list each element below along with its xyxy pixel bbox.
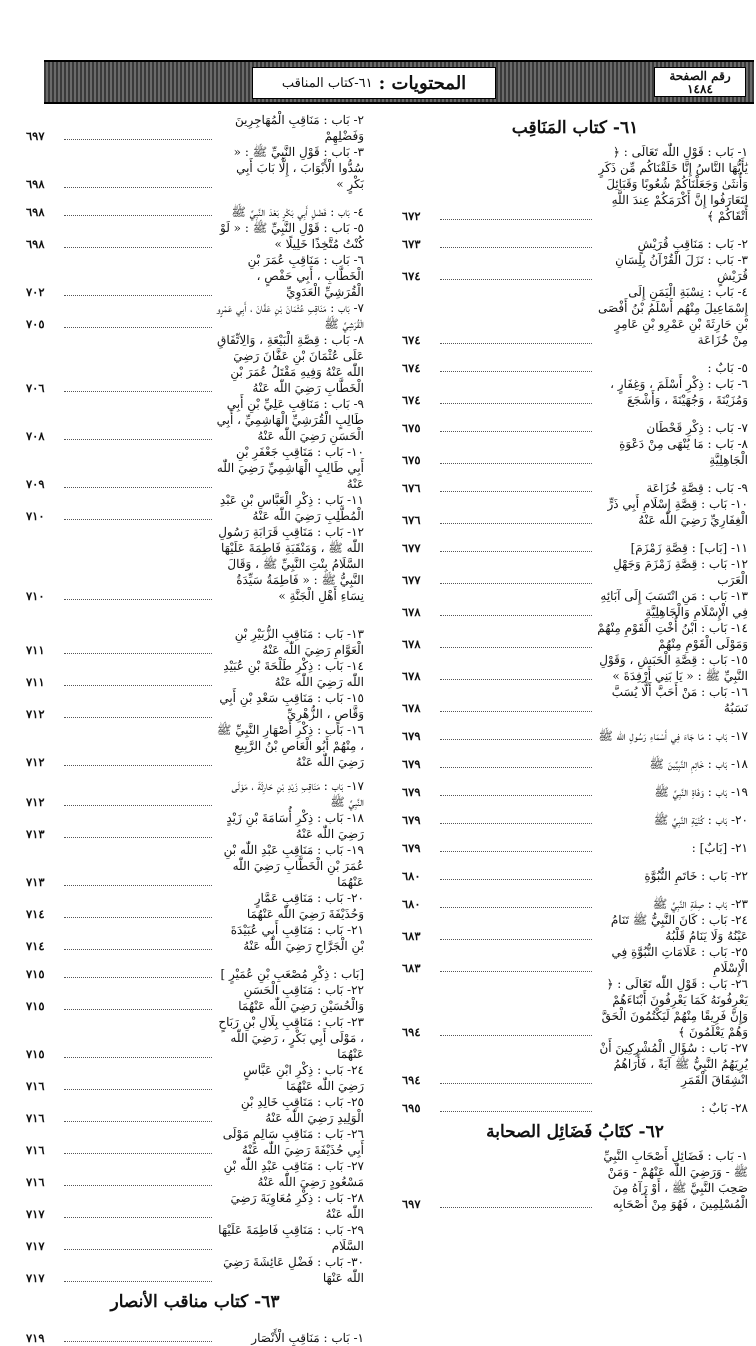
toc-entry-page: ٦٧٨ [402,605,421,619]
toc-entry[interactable] [402,744,748,772]
toc-entry-page: ٦٧٥ [402,421,421,435]
toc-entry-page: ٦٧٤ [402,393,421,407]
toc-entry[interactable] [26,1126,364,1158]
toc-entry[interactable] [26,220,364,252]
dot-leader [64,295,212,296]
toc-entry-title: ١٢- بَاب : قِصَّةِ زَمْزَمَ وَجَهْلِ الْعَرَب [612,557,748,587]
toc-entry-title: ٧- بَاب : ذِكْرِ قَحْطَان [646,421,748,435]
toc-entry-title: ١٠- بَاب : قِصَّةِ إِسْلَامِ أَبِي ذَرٍّ الْغِفَارِيِّ رَضِيَ اللّٰه عَنْهُ [607,497,748,527]
toc-entry[interactable] [26,444,364,492]
toc-entry-page: ٧٠٩ [26,477,45,491]
chapter-title-3: ٦٣- كتاب مناقب الأنصار [110,1292,280,1312]
toc-entry[interactable] [26,1158,364,1190]
dot-leader [440,463,592,464]
dot-leader [440,491,592,492]
toc-entry-title: ٢- بَاب : مَنَاقِبِ الْمُهَاجِرِينَ وَفَضْلِهِمْ [235,113,364,143]
left-column [26,112,364,1346]
toc-entry-title: ١٦- بَاب : ذِكْرِ أَصْهَارِ النَّبِيِّ ﷺ ، مِنْهُمْ أَبُو الْعَاصِ بْنُ الرَّبِيعِ رَضِيَ اللّٰه عَنْهُ [216,723,364,769]
toc-entry-title: ١٨- بَاب : خَاتِمِ النَّبِيِّينَ ﷺ [649,757,748,771]
toc-entry[interactable] [402,496,748,528]
toc-entry-title: ٢٣- بَاب : صِفَةِ النَّبِيِّ ﷺ [652,897,748,911]
toc-entry-title: ٢٧- بَاب : سُؤَالِ الْمُشْرِكِينَ أَنْ يُرِيَهُمُ النَّبِيُّ ﷺ آيَةً ، فَأَرَاهُمُ انْشِقَاقَ الْقَمَرِ [599,1041,748,1087]
toc-list-right-2 [402,1148,748,1212]
toc-entry-page: ٦٨٣ [402,929,421,943]
dot-leader [440,1083,592,1084]
toc-entry-title: ٨- بَاب : مَا يُنْهَى مِنْ دَعْوَةِ الْجَاهِلِيَّةِ [619,437,748,467]
toc-entry[interactable] [402,144,748,224]
dot-leader [440,711,592,712]
dot-leader [64,1057,212,1058]
toc-entry[interactable] [402,856,748,884]
dot-leader [440,767,592,768]
dot-leader [64,977,212,978]
toc-entry[interactable] [402,652,748,684]
toc-entry-title: ٢٨- بَابٌ : [701,1101,748,1115]
toc-entry-title: ١- بَاب : قَوْلِ اللّٰه تَعَالَى : ﴿ يَٰأَيُّهَا النَّاسُ إِنَّا خَلَقْنَاكُم مِّن ذَكَرٍ وَأُنثَىٰ وَجَعَلْنَاكُمْ شُعُوبًا وَقَبَائِلَ لِتَعَارَفُوا إِنَّ أَكْرَمَكُمْ عِندَ اللَّهِ أَتْقَاكُمْ ﴾ [598,145,748,223]
toc-entry[interactable] [402,1040,748,1088]
toc-entry-title: ١١- بَاب : ذِكْرِ الْعَبَّاسِ بْنِ عَبْدِ الْمُطَّلِبِ رَضِيَ اللّٰه عَنْهُ [219,493,364,523]
toc-entry[interactable] [402,620,748,652]
toc-entry-page: ٦٧٩ [402,729,421,743]
dot-leader [440,403,592,404]
toc-entry-title: ٢٤- بَاب : كَانَ النَّبِيُّ ﷺ تَنَامُ عَيْنُهُ وَلَا يَنَامُ قَلْبُهُ [610,913,748,943]
toc-entry[interactable] [26,112,364,144]
toc-entry-title: ٢٧- بَاب : مَنَاقِبِ عَبْدِ اللّٰه بْنِ مَسْعُودٍ رَضِيَ اللّٰه عَنْهُ [223,1159,364,1189]
toc-entry-title: ٥- بَابٌ : [707,361,748,375]
toc-entry[interactable] [402,376,748,408]
toc-entry-page: ٧١٥ [26,967,45,981]
chapter-title-2: ٦٢- كتَابُ فَضَائِل الصحابة [486,1122,664,1142]
toc-entry-page: ٧١٤ [26,907,45,921]
toc-entry-page: ٧١٧ [26,1271,45,1285]
dot-leader [64,1009,212,1010]
toc-entry-page: ٧١٥ [26,1047,45,1061]
toc-entry-title: ١٥- بَاب : مَنَاقِبِ سَعْدِ بْنِ أَبِي وَقَّاصٍ ، الزُّهْرِيِّ [219,691,364,721]
dot-leader [440,879,592,880]
toc-entry[interactable] [402,348,748,376]
toc-entry-page: ٦٧٦ [402,513,421,527]
toc-entry-title: ٣- بَاب : نَزَلَ الْقُرْآنُ بِلِسَانِ قُرَيْشٍ [615,253,748,283]
toc-entry-page: ٧١٧ [26,1207,45,1221]
toc-list-right [402,144,748,1116]
toc-entry-page: ٦٧٩ [402,813,421,827]
toc-entry-title: ٣- بَاب : قَوْلِ النَّبِيِّ ﷺ : « سُدُّوا الْأَبْوَابَ ، إِلَّا بَابَ أَبِي بَكْرٍ » [233,145,364,191]
dot-leader [64,1089,212,1090]
dot-leader [64,487,212,488]
dot-leader [440,343,592,344]
toc-entry-title: ١٥- بَاب : قِصَّةِ الْحَبَشِ ، وَقَوْلِ النَّبِيِّ ﷺ : « يَا بَنِي أَرْفِدَةَ » [599,653,748,683]
toc-entry[interactable] [26,890,364,922]
toc-entry-title: ٢٣- بَاب : مَنَاقِبِ بِلَالِ بْنِ رَبَاحٍ ، مَوْلَى أَبِي بَكْرٍ ، رَضِيَ اللّٰه عَنْهُمَا [218,1015,364,1061]
dot-leader [64,885,212,886]
dot-leader [440,615,592,616]
toc-entry-page: ٧١١ [26,643,45,657]
toc-entry[interactable] [402,772,748,800]
dot-leader [64,1185,212,1186]
toc-entry-page: ٦٨٠ [402,897,421,911]
dot-leader [64,215,212,216]
toc-entry-page: ٧١٠ [26,589,45,603]
toc-entry-title: ٢٢- بَاب : مَنَاقِبِ الْحَسَنِ وَالْحُسَيْنِ رَضِيَ اللّٰه عَنْهُمَا [238,983,364,1013]
toc-entry-title: ١١- [بَاب] : قِصَّةِ زَمْزَمَ] [630,541,748,555]
page-number-label: رقم الصفحة [669,69,731,83]
toc-entry-page: ٧١٦ [26,1079,45,1093]
toc-entry[interactable] [402,284,748,348]
toc-entry-title: ٢٥- بَاب : مَنَاقِبِ خَالِدِ بْنِ الْوَلِيدِ رَضِيَ اللّٰه عَنْهُ [240,1095,364,1125]
toc-entry[interactable] [26,1062,364,1094]
toc-entry[interactable] [402,436,748,468]
toc-entry[interactable] [26,604,364,658]
chapter-title: ٦١- كتاب المَنَاقِب [511,118,639,138]
toc-entry-title: ٧- بَاب : مَنَاقِبِ عُثْمَانَ بْنِ عَفَّانَ ، أَبِي عَمْرٍو الْقُرَشِيِّ ﷺ [216,301,364,331]
dot-leader [440,219,592,220]
toc-entry-page: ٦٨٠ [402,869,421,883]
toc-entry-title: ٢١- بَاب : مَنَاقِبِ أَبِي عُبَيْدَةَ بْنِ الْجَرَّاحِ رَضِيَ اللّٰه عَنْهُ [230,923,364,953]
dot-leader [440,1207,592,1208]
toc-entry-title: ٢٦- بَاب : مَنَاقِبِ سَالِمٍ مَوْلَى أَبِي حُذَيْفَةَ رَضِيَ اللّٰه عَنْهُ [222,1127,364,1157]
toc-list-left [26,112,364,1286]
dot-leader [440,823,592,824]
toc-entry-page: ٧١١ [26,675,45,689]
toc-entry-page: ٦٧٩ [402,757,421,771]
toc-entry-title: ١٩- بَاب : وَفَاةِ النَّبِيِّ ﷺ [654,785,748,799]
toc-entry[interactable] [26,252,364,300]
toc-entry[interactable] [26,922,364,954]
toc-entry-page: ٦٧٢ [402,209,421,223]
dot-leader [64,653,212,654]
toc-entry[interactable] [402,800,748,828]
toc-entry-title: ١٤- بَاب : ذِكْرِ طَلْحَةَ بْنِ عُبَيْدِ اللّٰه رَضِيَ اللّٰه عَنْهُ [223,659,364,689]
toc-entry[interactable] [402,224,748,252]
toc-entry-page: ٦٩٤ [402,1025,421,1039]
toc-entry-title: ٦- بَاب : ذِكْرِ أَسْلَمَ ، وَغِفَارٍ ، وَمُزَيْنَةَ ، وَجُهَيْنَةَ ، وَأَشْجَعَ [610,377,748,407]
toc-entry[interactable] [26,1014,364,1062]
dot-leader [64,1341,212,1342]
toc-entry[interactable] [26,332,364,396]
toc-entry-title: ٦- بَاب : مَنَاقِبِ عُمَرَ بْنِ الْخَطَّابِ ، أَبِي حَفْصٍ ، الْقُرَشِيِّ الْعَدَوِيِّ [247,253,364,299]
toc-entry-title: ١٢- بَاب : مَنَاقِبِ قَرَابَةِ رَسُولِ اللّٰه ﷺ ، وَمَنْقَبَةِ فَاطِمَةَ عَلَيْهَا السَّلَامُ بِنْتِ النَّبِيِّ ﷺ ، وَقَالَ النَّبِيُّ ﷺ : « فَاطِمَةُ سَيِّدَةُ نِسَاءِ أَهْلِ الْجَنَّةِ » [218,525,364,603]
toc-entry-page: ٧١٣ [26,827,45,841]
dot-leader [440,739,592,740]
toc-entry-title: ٢١- [بَابٌ] : [691,841,748,855]
toc-entry[interactable] [26,1094,364,1126]
dot-leader [64,1249,212,1250]
toc-entry-page: ٧٠٨ [26,429,45,443]
toc-entry-page: ٦٧٩ [402,785,421,799]
toc-entry-page: ٦٩٥ [402,1101,421,1115]
dot-leader [64,917,212,918]
header-subtitle: ٦١-كتاب المناقب [281,75,373,91]
toc-entry-title: ٢٩- بَاب : مَنَاقِبِ فَاطِمَةَ عَلَيْهَا السَّلَام [218,1223,364,1253]
toc-entry-page: ٦٩٨ [26,237,45,251]
dot-leader [64,519,212,520]
toc-entry-title: ٨- بَاب : قِصَّةِ الْبَيْعَةِ ، وَالِاتِّفَاقِ عَلَى عُثْمَانَ بْنِ عَفَّانَ رَضِيَ اللّٰه عَنْهُ وَفِيهِ مَقْتَلُ عُمَرَ بْنِ الْخَطَّابِ رَضِيَ اللّٰه عَنْهُ [217,333,364,395]
page-header [44,60,754,104]
toc-entry-page: ٧١٢ [26,755,45,769]
toc-entry-page: ٦٩٤ [402,1073,421,1087]
dot-leader [64,685,212,686]
toc-entry-page: ٧١٣ [26,875,45,889]
toc-entry-title: ١٠- بَاب : مَنَاقِبِ جَعْفَرِ بْنِ أَبِي طَالِبٍ الْهَاشِمِيِّ رَضِيَ اللّٰه عَنْهُ [216,445,364,491]
toc-entry[interactable] [26,192,364,220]
toc-entry[interactable] [402,716,748,744]
toc-entry[interactable] [26,300,364,332]
dot-leader [64,1281,212,1282]
toc-entry[interactable] [26,722,364,770]
dot-leader [440,247,592,248]
toc-entry-page: ٦٧٨ [402,637,421,651]
toc-entry[interactable] [26,524,364,604]
dot-leader [64,717,212,718]
toc-entry-title: ١٨- بَاب : ذِكْرِ أُسَامَةَ بْنِ زَيْدٍ رَضِيَ اللّٰه عَنْهُ [226,811,364,841]
dot-leader [440,971,592,972]
dot-leader [440,583,592,584]
toc-entry-page: ٦٩٨ [26,177,45,191]
toc-entry-page: ٧٠٢ [26,285,45,299]
dot-leader [64,247,212,248]
toc-entry-page: ٦٧٣ [402,237,421,251]
toc-entry-title: ١٤- بَاب : ابْنُ أُخْتِ الْقَوْمِ مِنْهُمْ وَمَوْلَى الْقَوْمِ مِنْهُمْ [597,621,748,651]
toc-entry-page: ٦٩٧ [402,1197,421,1211]
toc-entry-title: ٢- بَاب : مَنَاقِبِ قُرَيْشٍ [637,237,748,251]
toc-entry-page: ٦٧٤ [402,269,421,283]
dot-leader [64,139,212,140]
toc-entry[interactable] [26,396,364,444]
toc-entry-title: ٢٥- بَاب : عَلَامَاتِ النُّبُوَّةِ فِي الْإِسْلَامِ [611,945,748,975]
toc-entry-page: ٦٧٩ [402,841,421,855]
toc-entry[interactable] [26,690,364,722]
toc-entry[interactable] [402,976,748,1040]
dot-leader [64,327,212,328]
toc-entry-page: ٧١٥ [26,999,45,1013]
toc-entry-title: ٢٢- بَاب : خَاتَمِ النُّبُوَّةِ [644,869,748,883]
dot-leader [440,907,592,908]
toc-entry[interactable] [26,1222,364,1254]
dot-leader [64,391,212,392]
toc-entry-title: ٥- بَاب : قَوْلِ النَّبِيِّ ﷺ : « لَوْ كُنْتُ مُتَّخِذًا خَلِيلًا » [220,221,364,251]
page-number: ١٤٨٤ [687,82,713,96]
dot-leader [440,851,592,852]
toc-entry-page: ٦٧٤ [402,333,421,347]
toc-entry-page: ٦٩٨ [26,205,45,219]
toc-entry-page: ٧١٢ [26,795,45,809]
toc-entry-page: ٦٧٨ [402,669,421,683]
toc-entry-title: ٣٠- بَاب : فَضْلِ عَائِشَةَ رَضِيَ اللّٰه عَنْهَا [223,1255,364,1285]
toc-entry[interactable] [402,1148,748,1212]
toc-entry[interactable] [26,144,364,192]
header-title: المحتويات : [378,72,467,94]
dot-leader [440,279,592,280]
toc-entry-title: ٢٨- بَاب : ذِكْرِ مُعَاوِيَةَ رَضِيَ اللّٰه عَنْهُ [230,1191,364,1221]
toc-entry-page: ٧١٤ [26,939,45,953]
toc-entry[interactable] [402,884,748,912]
toc-entry-page: ٧١٦ [26,1175,45,1189]
toc-entry[interactable] [26,954,364,982]
toc-entry[interactable] [402,912,748,944]
toc-entry-page: ٧١٧ [26,1239,45,1253]
toc-entry[interactable] [26,982,364,1014]
dot-leader [64,837,212,838]
dot-leader [64,439,212,440]
toc-entry-page: ٧١٠ [26,509,45,523]
toc-entry[interactable] [26,658,364,690]
dot-leader [64,949,212,950]
toc-entry[interactable] [402,944,748,976]
toc-entry[interactable] [402,408,748,436]
toc-entry-title: ١٧- بَاب : مَنَاقِبِ زَيْدِ بْنِ حَارِثَةَ ، مَوْلَى النَّبِيِّ ﷺ [231,779,364,809]
toc-entry-title: ٤- بَاب : نِسْبَةِ الْيَمَنِ إِلَى إِسْمَاعِيلَ مِنْهُم أَسْلَمُ بْنُ أَفْصَى بْنِ حَارِثَةَ بْنِ عَمْرِو بْنِ عَامِرٍ مِنْ خُزَاعَة [598,285,748,347]
toc-entry-page: ٦٧٨ [402,701,421,715]
dot-leader [64,765,212,766]
toc-entry-page: ٦٨٣ [402,961,421,975]
dot-leader [440,795,592,796]
toc-entry-title: ١٣- بَاب : مَنِ انْتَسَبَ إِلَى آبَائِهِ فِي الْإِسْلَامِ وَالْجَاهِلِيَّةِ [600,589,748,619]
toc-entry[interactable] [26,492,364,524]
toc-entry-page: ٧٠٥ [26,317,45,331]
toc-entry[interactable] [26,810,364,842]
toc-entry[interactable] [402,556,748,588]
toc-entry-title: ٢٤- بَاب : ذِكْرِ ابْنِ عَبَّاسٍ رَضِيَ اللّٰه عَنْهُمَا [243,1063,364,1093]
dot-leader [440,431,592,432]
toc-entry-title: ١- بَاب : فَضَائِلِ أَصْحَابِ النَّبِيِّ ﷺ - وَرَضِيَ اللّٰه عَنْهُمْ - وَمَنْ صَحِبَ النَّبِيَّ ﷺ ، أَوْ رَآهُ مِنَ الْمُسْلِمِينَ ، فَهُوَ مِنْ أَصْحَابِه [603,1149,748,1211]
toc-entry[interactable] [26,770,364,810]
toc-entry-title: ٩- بَاب : مَنَاقِبِ عَلِيِّ بْنِ أَبِي طَالِبٍ الْقُرَشِيِّ الْهَاشِمِيِّ ، أَبِي الْحَسَنِ رَضِيَ اللّٰه عَنْهُ [216,397,364,443]
toc-entry-title: ٢٦- بَاب : قَوْلِ اللّٰه تَعَالَى : ﴿ يَعْرِفُونَهُ كَمَا يَعْرِفُونَ أَبْنَاءَهُمْ وَإِنَّ فَرِيقًا مِنْهُمْ لَيَكْتُمُونَ الْحَقَّ وَهُمْ يَعْلَمُونَ ﴾ [601,977,748,1039]
dot-leader [440,371,592,372]
toc-entry-title: ٢٠- بَاب : مَنَاقِبِ عَمَّارٍ وَحُذَيْفَةَ رَضِيَ اللّٰه عَنْهُمَا [246,891,364,921]
dot-leader [64,805,212,806]
dot-leader [64,1121,212,1122]
toc-entry[interactable] [26,1254,364,1286]
toc-entry-page: ٧٠٦ [26,381,45,395]
toc-entry[interactable] [402,828,748,856]
toc-entry-title: ١٣- بَاب : مَنَاقِبِ الزُّبَيْرِ بْنِ الْعَوَّامِ رَضِيَ اللّٰه عَنْهُ [234,627,364,657]
dot-leader [440,1111,592,1112]
toc-entry[interactable] [402,468,748,496]
toc-entry-title: ١٦- بَاب : مَنْ أَحَبَّ أَلَّا يُسَبَّ نَسَبُهُ [611,685,748,715]
toc-entry-title: ١٩- بَاب : مَنَاقِبِ عَبْدِ اللّٰه بْنِ عُمَرَ بْنِ الْخَطَّابِ رَضِيَ اللّٰه عَنْهُمَا [223,843,364,889]
toc-entry-page: ٧١٦ [26,1111,45,1125]
toc-entry-page: ٦٧٥ [402,453,421,467]
toc-entry-page: ٦٧٧ [402,541,421,555]
dot-leader [64,187,212,188]
dot-leader [64,1217,212,1218]
toc-entry-page: ٦٧٦ [402,481,421,495]
dot-leader [64,599,212,600]
toc-entry[interactable] [26,1318,364,1346]
toc-entry[interactable] [402,528,748,556]
toc-entry[interactable] [402,684,748,716]
dot-leader [440,647,592,648]
right-column [402,112,748,1212]
page-number-box [654,67,746,97]
dot-leader [440,551,592,552]
toc-entry-page: ٦٧٤ [402,361,421,375]
toc-entry-page: ٦٩٧ [26,129,45,143]
toc-entry-title: ١- بَاب : مَنَاقِبِ الْأَنْصَار [251,1331,364,1345]
toc-entry-title: ٢٠- بَاب : كُنْيَةِ النَّبِيِّ ﷺ [653,813,748,827]
toc-entry[interactable] [26,1190,364,1222]
dot-leader [440,679,592,680]
dot-leader [64,1153,212,1154]
toc-entry[interactable] [402,588,748,620]
toc-entry-page: ٧١٦ [26,1143,45,1157]
toc-entry[interactable] [402,252,748,284]
toc-entry-page: ٧١٩ [26,1331,45,1345]
dot-leader [440,939,592,940]
toc-entry-title: [بَاب : ذِكْرِ مُصْعَبِ بْنِ عُمَيْرٍ ] [220,967,364,981]
header-title-box [252,67,496,99]
toc-entry[interactable] [402,1088,748,1116]
toc-entry[interactable] [26,842,364,890]
dot-leader [440,523,592,524]
toc-entry-title: ١٧- بَاب : مَا جَاءَ فِي أَسْمَاءِ رَسُولِ اللّٰه ﷺ [598,729,748,743]
dot-leader [440,1035,592,1036]
toc-entry-page: ٧١٢ [26,707,45,721]
toc-list-left-2 [26,1318,364,1346]
toc-entry-page: ٦٧٧ [402,573,421,587]
toc-entry-title: ٩- بَاب : قِصَّةِ خُزَاعَة [646,481,748,495]
toc-entry-title: ٤- بَاب : فَضْلِ أَبِي بَكْرٍ بَعْدَ النَّبِيِّ ﷺ [231,205,364,219]
